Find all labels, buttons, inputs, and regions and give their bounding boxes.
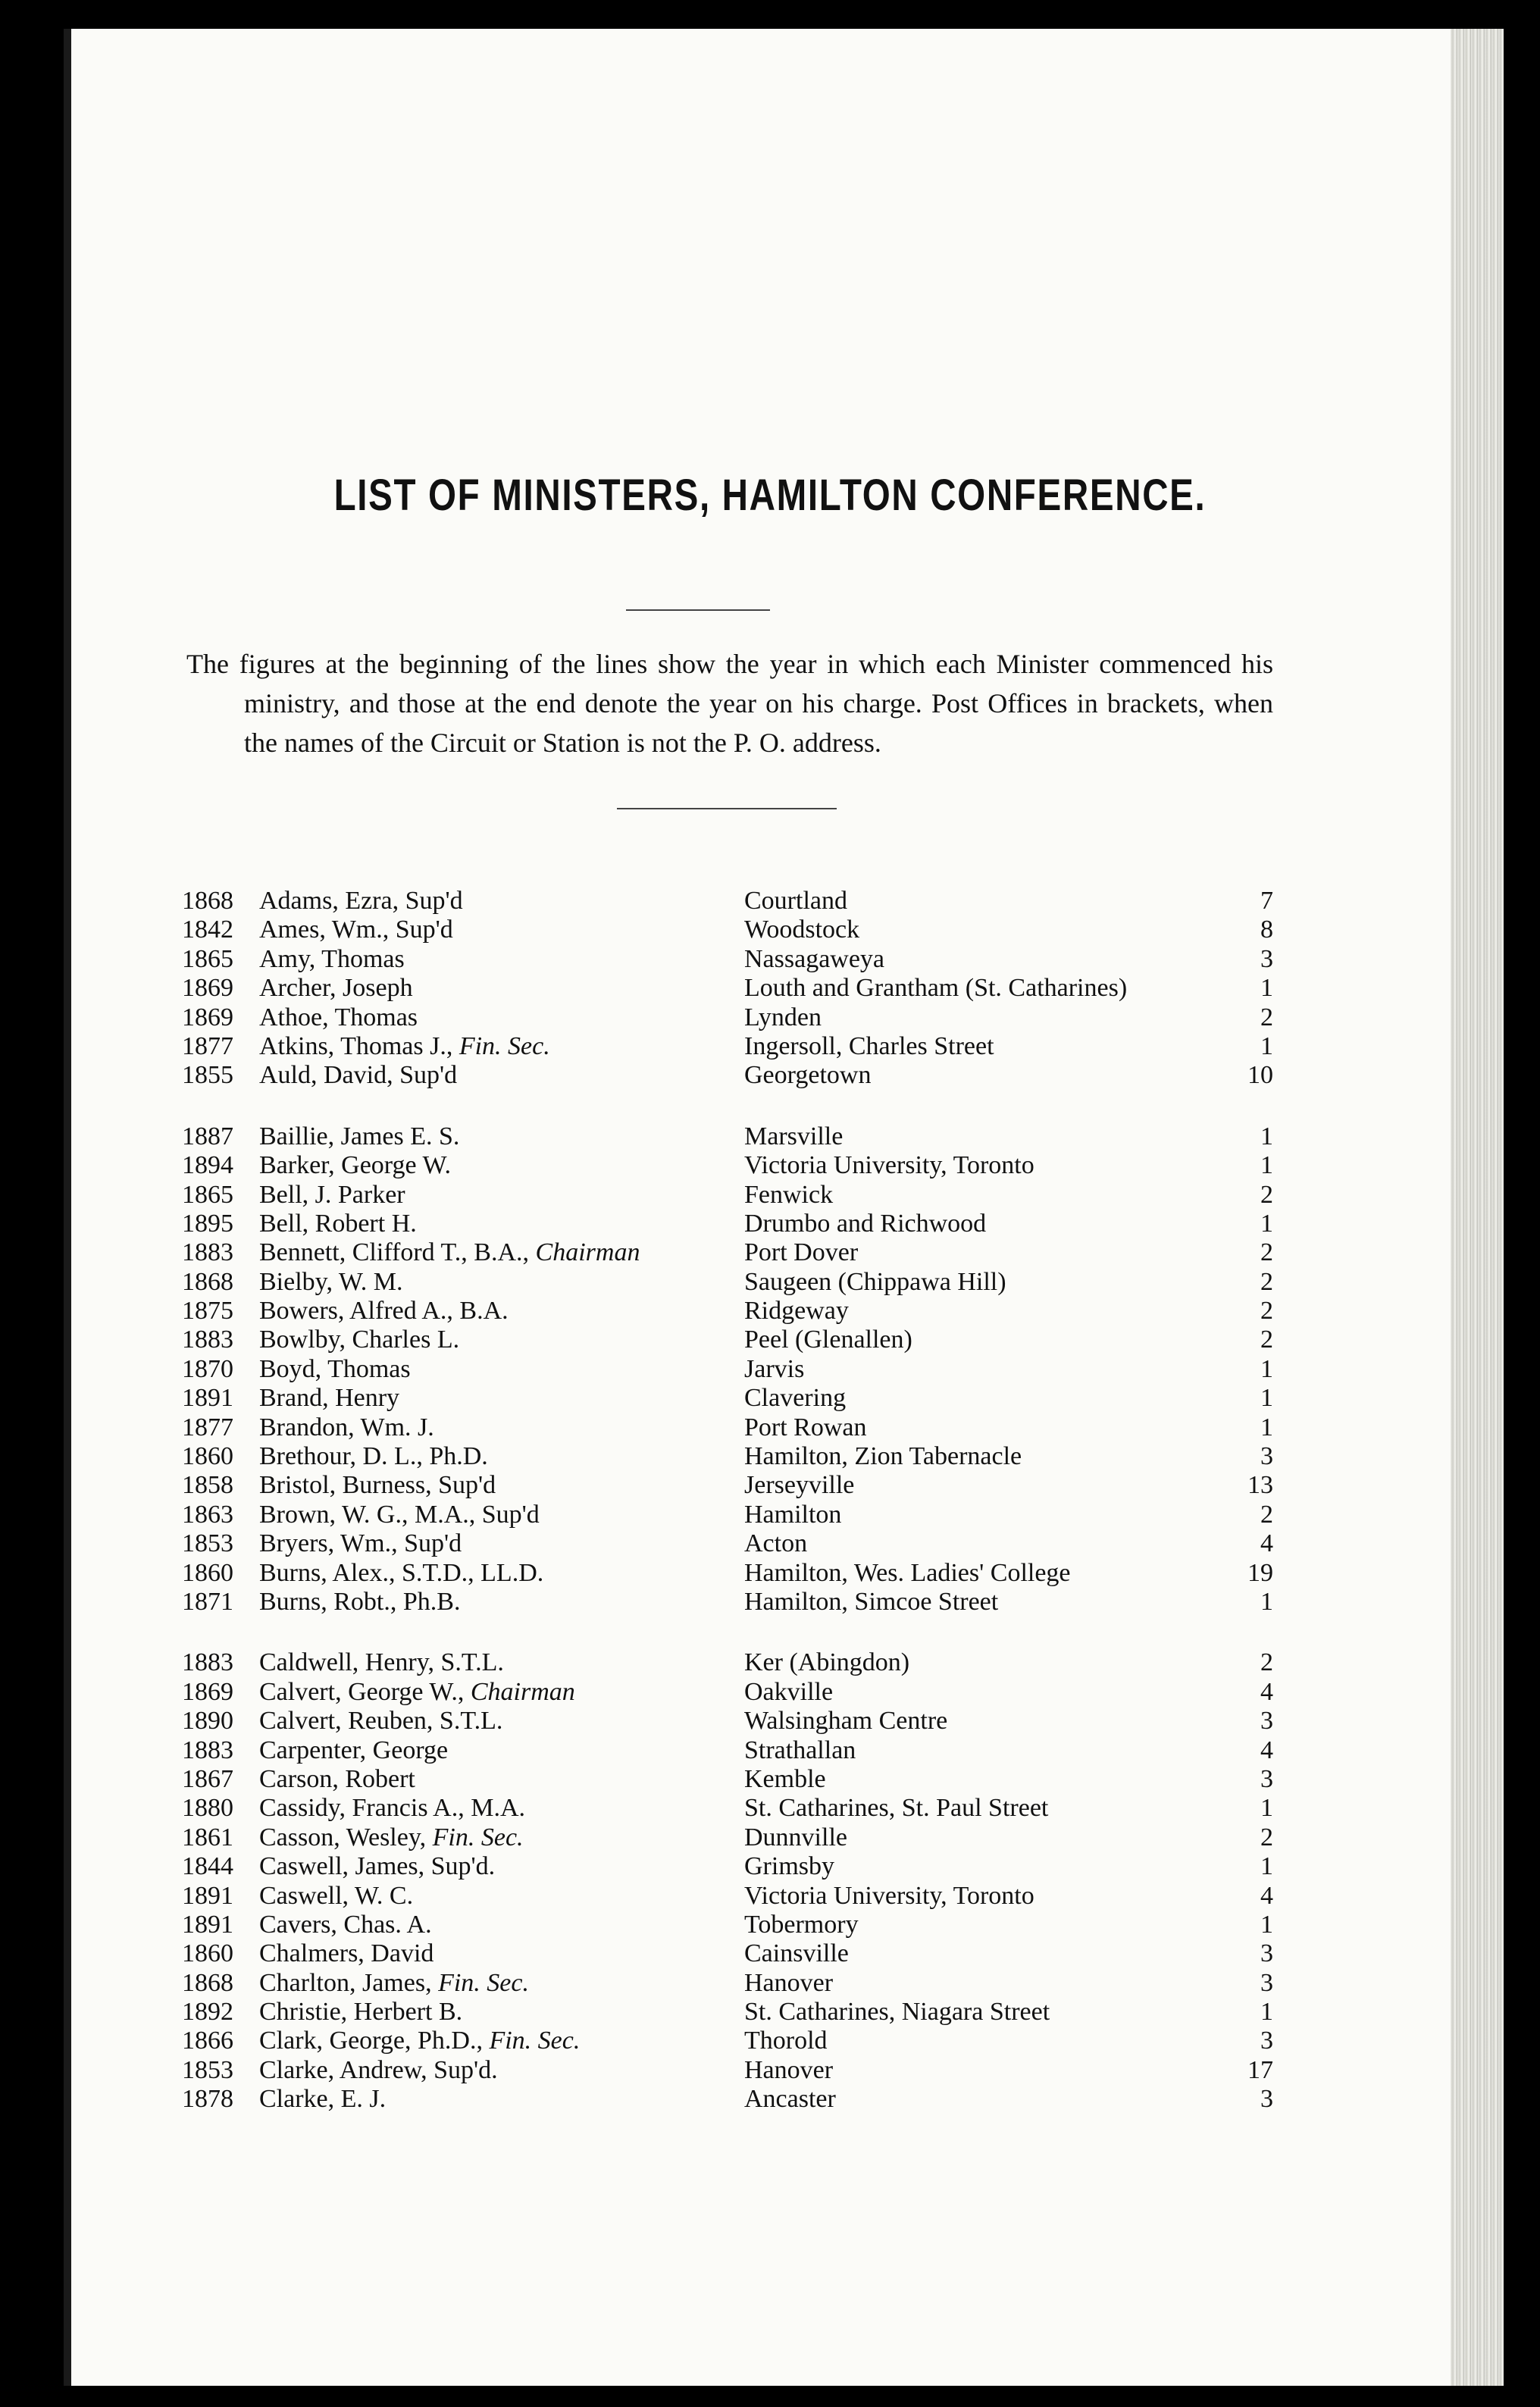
list-item [182,916,1273,944]
year: 1853 [182,2055,233,2084]
minister-name: Brandon, Wm. J. [259,1413,434,1441]
list-item [182,1882,1273,1911]
minister-name: Atkins, Thomas J., Fin. Sec. [259,1031,550,1060]
list-item [182,1151,1273,1180]
year: 1891 [182,1384,233,1413]
circuit: Ancaster [744,2085,836,2114]
minister-name: Boyd, Thomas [259,1354,411,1383]
circuit: Cainsville [744,1939,849,1968]
circuit: Drumbo and Richwood [744,1209,987,1238]
list-item [182,1181,1273,1210]
minister-name: Baillie, James E. S. [259,1122,460,1150]
list-item [182,1471,1273,1500]
years-on-charge: 3 [1260,1968,1273,1997]
years-on-charge: 2 [1260,1500,1273,1529]
year: 1844 [182,1852,233,1881]
circuit: Lynden [744,1003,822,1031]
year: 1869 [182,974,233,1003]
list-item [182,1413,1273,1442]
years-on-charge: 1 [1260,1031,1273,1060]
list-item [182,2027,1273,2055]
year: 1895 [182,1209,233,1238]
divider [617,808,837,809]
circuit: Port Dover [744,1238,859,1267]
divider [626,609,770,611]
minister-name: Bell, J. Parker [259,1180,405,1209]
list-item [182,1003,1273,1032]
circuit: Victoria University, Toronto [744,1881,1034,1910]
minister-name: Brand, Henry [259,1384,400,1413]
year: 1868 [182,1267,233,1296]
year: 1865 [182,1180,233,1209]
list-item [182,1794,1273,1823]
year: 1883 [182,1736,233,1764]
list-item [182,1736,1273,1765]
minister-name: Bowlby, Charles L. [259,1326,460,1354]
circuit: Acton [744,1529,808,1558]
year: 1865 [182,944,233,973]
list-item [182,1765,1273,1794]
minister-name: Bell, Robert H. [259,1209,417,1238]
years-on-charge: 2 [1260,1238,1273,1267]
list-item [182,2085,1273,2114]
list-item [182,1678,1273,1707]
circuit: Georgetown [744,1061,872,1090]
ministers-list [182,887,1273,2146]
circuit: Victoria University, Toronto [744,1151,1034,1180]
years-on-charge: 3 [1260,1764,1273,1793]
list-item [182,1061,1273,1090]
list-item [182,1384,1273,1413]
years-on-charge: 4 [1260,1677,1273,1706]
list-item [182,1210,1273,1238]
year: 1880 [182,1794,233,1823]
year: 1853 [182,1529,233,1558]
list-item [182,1238,1273,1267]
list-item [182,1823,1273,1852]
list-item [182,1355,1273,1384]
years-on-charge: 2 [1260,1326,1273,1354]
years-on-charge: 2 [1260,1648,1273,1677]
circuit: Hanover [744,1968,834,1997]
circuit: Ker (Abingdon) [744,1648,910,1677]
circuit: Hanover [744,2055,834,2084]
years-on-charge: 3 [1260,1707,1273,1736]
circuit: Strathallan [744,1736,856,1764]
minister-name: Cassidy, Francis A., M.A. [259,1794,526,1823]
list-item [182,1501,1273,1529]
circuit: Dunnville [744,1823,847,1851]
minister-name: Brown, W. G., M.A., Sup'd [259,1500,540,1529]
years-on-charge: 3 [1260,1939,1273,1968]
list-group [182,887,1273,1091]
years-on-charge: 1 [1260,1998,1273,2027]
minister-role: Chairman [464,1677,575,1706]
list-item [182,1588,1273,1617]
year: 1860 [182,1442,233,1471]
minister-name: Christie, Herbert B. [259,1998,463,2027]
years-on-charge: 1 [1260,1587,1273,1616]
years-on-charge: 2 [1260,1297,1273,1326]
minister-name: Athoe, Thomas [259,1003,418,1031]
list-item [182,2056,1273,2085]
circuit: Ridgeway [744,1297,849,1326]
year: 1866 [182,2027,233,2055]
year: 1875 [182,1297,233,1326]
minister-name: Bennett, Clifford T., B.A., Chairman [259,1238,640,1267]
minister-name: Caswell, James, Sup'd. [259,1852,496,1881]
minister-name: Casson, Wesley, Fin. Sec. [259,1823,524,1851]
years-on-charge: 13 [1247,1471,1273,1500]
years-on-charge: 1 [1260,974,1273,1003]
list-item [182,1969,1273,1998]
circuit: Peel (Glenallen) [744,1326,912,1354]
circuit: St. Catharines, Niagara Street [744,1998,1050,2027]
years-on-charge: 1 [1260,1122,1273,1150]
list-item [182,1326,1273,1354]
year: 1858 [182,1471,233,1500]
minister-name: Chalmers, David [259,1939,434,1968]
minister-name: Carpenter, George [259,1736,449,1764]
list-item [182,1122,1273,1151]
circuit: Port Rowan [744,1413,867,1441]
minister-role: Fin. Sec. [482,2027,581,2055]
minister-name: Caswell, W. C. [259,1881,414,1910]
circuit: Woodstock [744,916,860,944]
list-item [182,1648,1273,1677]
year: 1892 [182,1998,233,2027]
year: 1869 [182,1677,233,1706]
intro-paragraph [186,644,1273,762]
minister-name: Bryers, Wm., Sup'd [259,1529,462,1558]
years-on-charge: 1 [1260,1209,1273,1238]
minister-name: Cavers, Chas. A. [259,1910,432,1939]
circuit: Tobermory [744,1910,859,1939]
minister-name: Brethour, D. L., Ph.D. [259,1442,488,1471]
list-item [182,887,1273,916]
years-on-charge: 2 [1260,1003,1273,1031]
circuit: Hamilton, Simcoe Street [744,1587,999,1616]
list-item [182,1707,1273,1736]
year: 1887 [182,1122,233,1150]
years-on-charge: 3 [1260,944,1273,973]
minister-name: Carson, Robert [259,1764,415,1793]
minister-name: Archer, Joseph [259,974,413,1003]
list-item [182,1442,1273,1471]
years-on-charge: 17 [1247,2055,1273,2084]
circuit: Oakville [744,1677,834,1706]
years-on-charge: 2 [1260,1267,1273,1296]
year: 1891 [182,1881,233,1910]
years-on-charge: 4 [1260,1881,1273,1910]
circuit: Saugeen (Chippawa Hill) [744,1267,1006,1296]
circuit: Jerseyville [744,1471,855,1500]
year: 1855 [182,1061,233,1090]
year: 1894 [182,1151,233,1180]
minister-name: Ames, Wm., Sup'd [259,916,453,944]
list-item [182,1529,1273,1558]
minister-name: Calvert, Reuben, S.T.L. [259,1707,503,1736]
minister-role: Chairman [529,1238,640,1267]
year: 1883 [182,1238,233,1267]
list-item [182,974,1273,1003]
minister-name: Auld, David, Sup'd [259,1061,458,1090]
year: 1871 [182,1587,233,1616]
years-on-charge: 1 [1260,1384,1273,1413]
year: 1883 [182,1648,233,1677]
minister-name: Burns, Robt., Ph.B. [259,1587,461,1616]
year: 1861 [182,1823,233,1851]
year: 1867 [182,1764,233,1793]
minister-name: Bristol, Burness, Sup'd [259,1471,496,1500]
list-group [182,1122,1273,1617]
years-on-charge: 3 [1260,2027,1273,2055]
years-on-charge: 3 [1260,1442,1273,1471]
year: 1870 [182,1354,233,1383]
year: 1869 [182,1003,233,1031]
circuit: Courtland [744,887,847,915]
list-item [182,1559,1273,1588]
circuit: Hamilton [744,1500,842,1529]
years-on-charge: 8 [1260,916,1273,944]
circuit: Ingersoll, Charles Street [744,1031,994,1060]
circuit: Nassagaweya [744,944,885,973]
page-edge [1451,29,1504,2386]
minister-name: Calvert, George W., Chairman [259,1677,575,1706]
years-on-charge: 1 [1260,1354,1273,1383]
minister-name: Bowers, Alfred A., B.A. [259,1297,509,1326]
year: 1842 [182,916,233,944]
years-on-charge: 3 [1260,2085,1273,2114]
circuit: Marsville [744,1122,844,1150]
year: 1883 [182,1326,233,1354]
circuit: Thorold [744,2027,828,2055]
list-item [182,1852,1273,1881]
years-on-charge: 1 [1260,1910,1273,1939]
minister-name: Clarke, Andrew, Sup'd. [259,2055,498,2084]
circuit: Walsingham Centre [744,1707,948,1736]
minister-name: Adams, Ezra, Sup'd [259,887,463,915]
minister-name: Barker, George W. [259,1151,451,1180]
years-on-charge: 1 [1260,1413,1273,1441]
years-on-charge: 4 [1260,1736,1273,1764]
minister-role: Fin. Sec. [452,1031,550,1060]
minister-name: Caldwell, Henry, S.T.L. [259,1648,504,1677]
years-on-charge: 1 [1260,1794,1273,1823]
circuit: Kemble [744,1764,826,1793]
years-on-charge: 1 [1260,1151,1273,1180]
year: 1860 [182,1939,233,1968]
minister-name: Bielby, W. M. [259,1267,403,1296]
year: 1868 [182,887,233,915]
list-item [182,1297,1273,1326]
list-item [182,1998,1273,2027]
year: 1878 [182,2085,233,2114]
minister-name: Burns, Alex., S.T.D., LL.D. [259,1558,544,1587]
page-title: LIST OF MINISTERS, HAMILTON CONFERENCE. [333,471,1207,520]
list-item [182,1032,1273,1061]
list-group [182,1648,1273,2114]
minister-role: Fin. Sec. [426,1823,524,1851]
intro-text: The figures at the beginning of the lines show the year in which each Minister commenced his ministry, and those at the end denote the year on his charge. Post Offices in brackets, when the names of the Circuit or Station is not the P. O. address. [186,649,1273,758]
circuit: St. Catharines, St. Paul Street [744,1794,1049,1823]
list-item [182,1911,1273,1939]
years-on-charge: 2 [1260,1823,1273,1851]
circuit: Louth and Grantham (St. Catharines) [744,974,1128,1003]
years-on-charge: 1 [1260,1852,1273,1881]
year: 1890 [182,1707,233,1736]
year: 1877 [182,1413,233,1441]
years-on-charge: 10 [1247,1061,1273,1090]
year: 1891 [182,1910,233,1939]
minister-name: Clarke, E. J. [259,2085,387,2114]
minister-name: Clark, George, Ph.D., Fin. Sec. [259,2027,581,2055]
year: 1863 [182,1500,233,1529]
minister-name: Amy, Thomas [259,944,405,973]
list-item [182,1268,1273,1297]
minister-name: Charlton, James, Fin. Sec. [259,1968,529,1997]
circuit: Clavering [744,1384,847,1413]
years-on-charge: 19 [1247,1558,1273,1587]
circuit: Jarvis [744,1354,805,1383]
circuit: Fenwick [744,1180,834,1209]
years-on-charge: 2 [1260,1180,1273,1209]
year: 1868 [182,1968,233,1997]
circuit: Hamilton, Zion Tabernacle [744,1442,1022,1471]
minister-role: Fin. Sec. [431,1968,529,1997]
circuit: Grimsby [744,1852,834,1881]
list-item [182,945,1273,974]
list-item [182,1939,1273,1968]
years-on-charge: 7 [1260,887,1273,915]
years-on-charge: 4 [1260,1529,1273,1558]
year: 1860 [182,1558,233,1587]
year: 1877 [182,1031,233,1060]
circuit: Hamilton, Wes. Ladies' College [744,1558,1071,1587]
